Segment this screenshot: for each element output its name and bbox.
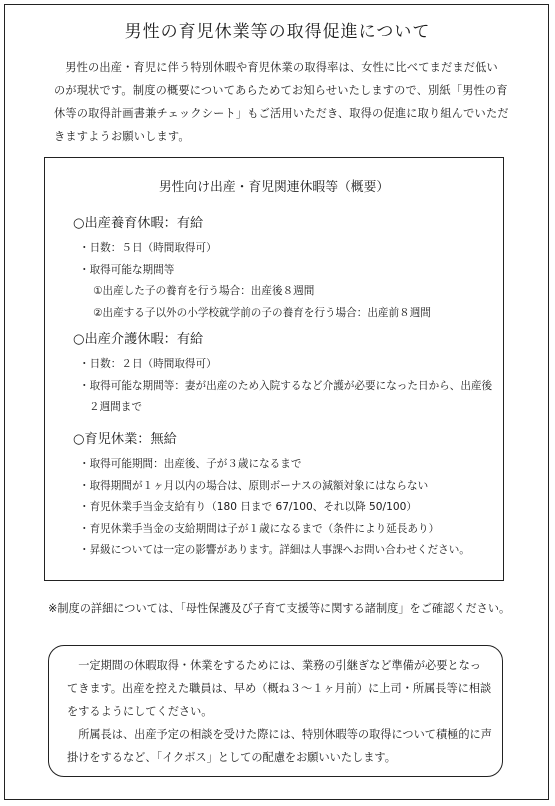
- guidance-text: [67, 654, 492, 769]
- section-heading: ○育児休業：無給: [73, 432, 177, 447]
- list-item: ・昇級については一定の影響があります。詳細は人事課へお問い合わせください。: [79, 544, 470, 556]
- guidance-paragraph-1: 一定期間の休暇取得・休業をするためには、業務の引継ぎなど準備が必要となってきます。出産を控えた職員は、早め（概ね３～１ヶ月前）に上司・所属長等に相談をするようにしてください。: [67, 659, 492, 718]
- list-item: ・取得期間が１ヶ月以内の場合は、原則ボーナスの減額対象にはならない: [79, 479, 429, 492]
- list-item: ・日数：５日（時間取得可）: [79, 242, 217, 254]
- page-title: 男性の育児休業等の取得促進について: [124, 22, 431, 42]
- details-note: ※制度の詳細については、「母性保護及び子育て支援等に関する諸制度」をご確認ください。: [48, 602, 511, 615]
- section-childcare-leave: [73, 430, 493, 562]
- overview-box-title: 男性向け出産・育児関連休暇等（概要）: [158, 180, 390, 195]
- list-item: ・育児休業手当金の支給期間は子が１歳になるまで（条件により延長あり）: [79, 522, 440, 535]
- guidance-paragraph-2: 所属長は、出産予定の相談を受けた際には、特別休暇等の取得について積極的に声掛けをするなど、「イクボス」としての配慮をお願いいたします。: [67, 728, 492, 764]
- list-item: ・日数：２日（時間取得可）: [79, 358, 217, 370]
- list-item: ・育児休業手当金支給有り（180 日まで 67/100、それ以降 50/100）: [79, 501, 417, 513]
- list-item: ・取得可能な期間等：妻が出産のため入院するなど介護が必要になった日から、出産後２週間まで: [79, 379, 493, 413]
- guidance-box: [48, 645, 503, 777]
- section-heading: ○出産介護休暇：有給: [73, 332, 204, 347]
- list-subitem: ①出産した子の養育を行う場合：出産後８週間: [93, 285, 315, 297]
- section-birth-childcare-leave: [73, 214, 493, 324]
- section-heading: ○出産養育休暇：有給: [73, 216, 204, 231]
- intro-text: 男性の出産・育児に伴う特別休暇や育児休業の取得率は、女性に比べてまだまだ低いのが現状です。制度の概要についてあらためてお知らせいたしますので、別紙「男性の育休等の取得計画書兼チェックシート」もご活用いただき、取得の促進に取り組んでいただきますようお願いします。: [54, 61, 509, 143]
- list-item: ・取得可能な期間等: [79, 263, 175, 276]
- intro-paragraph: [54, 56, 509, 148]
- list-subitem: ②出産する子以外の小学校就学前の子の養育を行う場合：出産前８週間: [93, 306, 431, 319]
- overview-box: [44, 157, 504, 581]
- list-item: ・取得可能期間：出産後、子が３歳になるまで: [79, 458, 302, 470]
- section-birth-care-leave: [73, 330, 493, 419]
